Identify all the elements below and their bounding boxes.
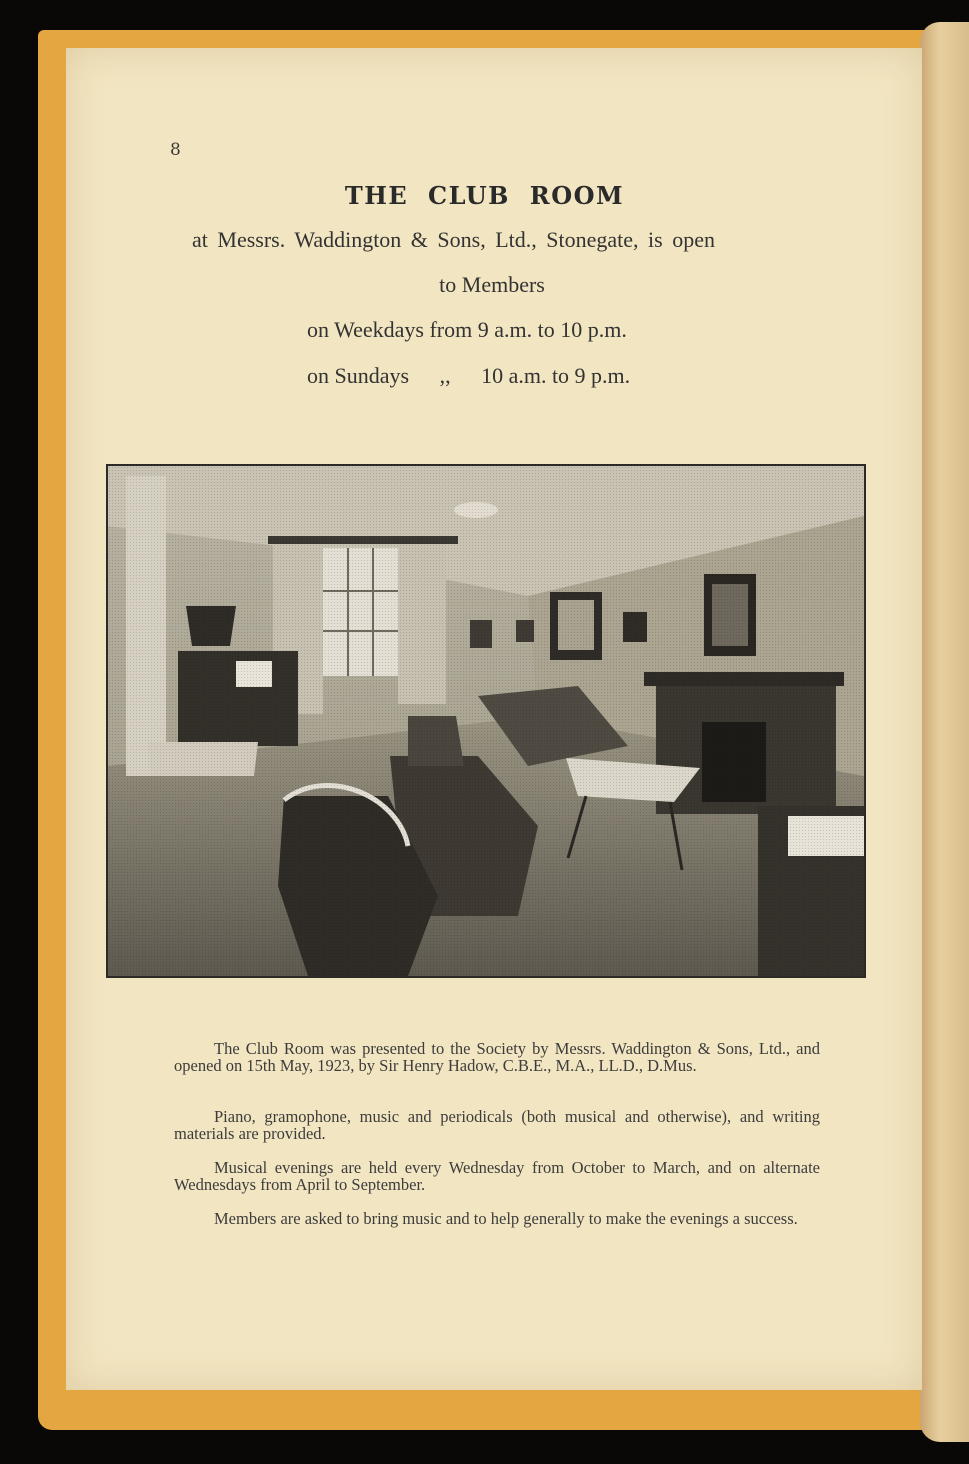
hours-members-line: to Members xyxy=(439,272,545,297)
hours-weekdays-line: on Weekdays from 9 a.m. to 10 p.m. xyxy=(307,317,627,342)
caption-paragraph: The Club Room was presented to the Society by Messrs. Waddington & Sons, Ltd., and opened on 15th May, 1923, by Sir Henry Hadow, C.B.E., M.A., LL.D., D.Mus. xyxy=(174,1039,820,1075)
hours-intro-line: at Messrs. Waddington & Sons, Ltd., Stonegate, is open xyxy=(192,227,715,252)
amenities-paragraph: Piano, gramophone, music and periodicals (both musical and otherwise), and writing materials are provided. xyxy=(174,1107,820,1143)
facing-page-edge xyxy=(920,22,969,1442)
ditto-mark: ,, xyxy=(439,363,451,388)
hours-sundays-line xyxy=(307,363,630,389)
sundays-label: on Sundays xyxy=(307,363,410,388)
members-request-paragraph: Members are asked to bring music and to help generally to make the evenings a success. xyxy=(214,1209,798,1228)
page-number: 8 xyxy=(170,140,181,160)
page-title: THE CLUB ROOM xyxy=(344,181,625,210)
musical-evenings-paragraph: Musical evenings are held every Wednesday from October to March, and on alternate Wednesdays from April to September. xyxy=(174,1158,820,1194)
club-room-photograph xyxy=(106,464,866,978)
sundays-time: 10 a.m. to 9 p.m. xyxy=(481,363,631,388)
